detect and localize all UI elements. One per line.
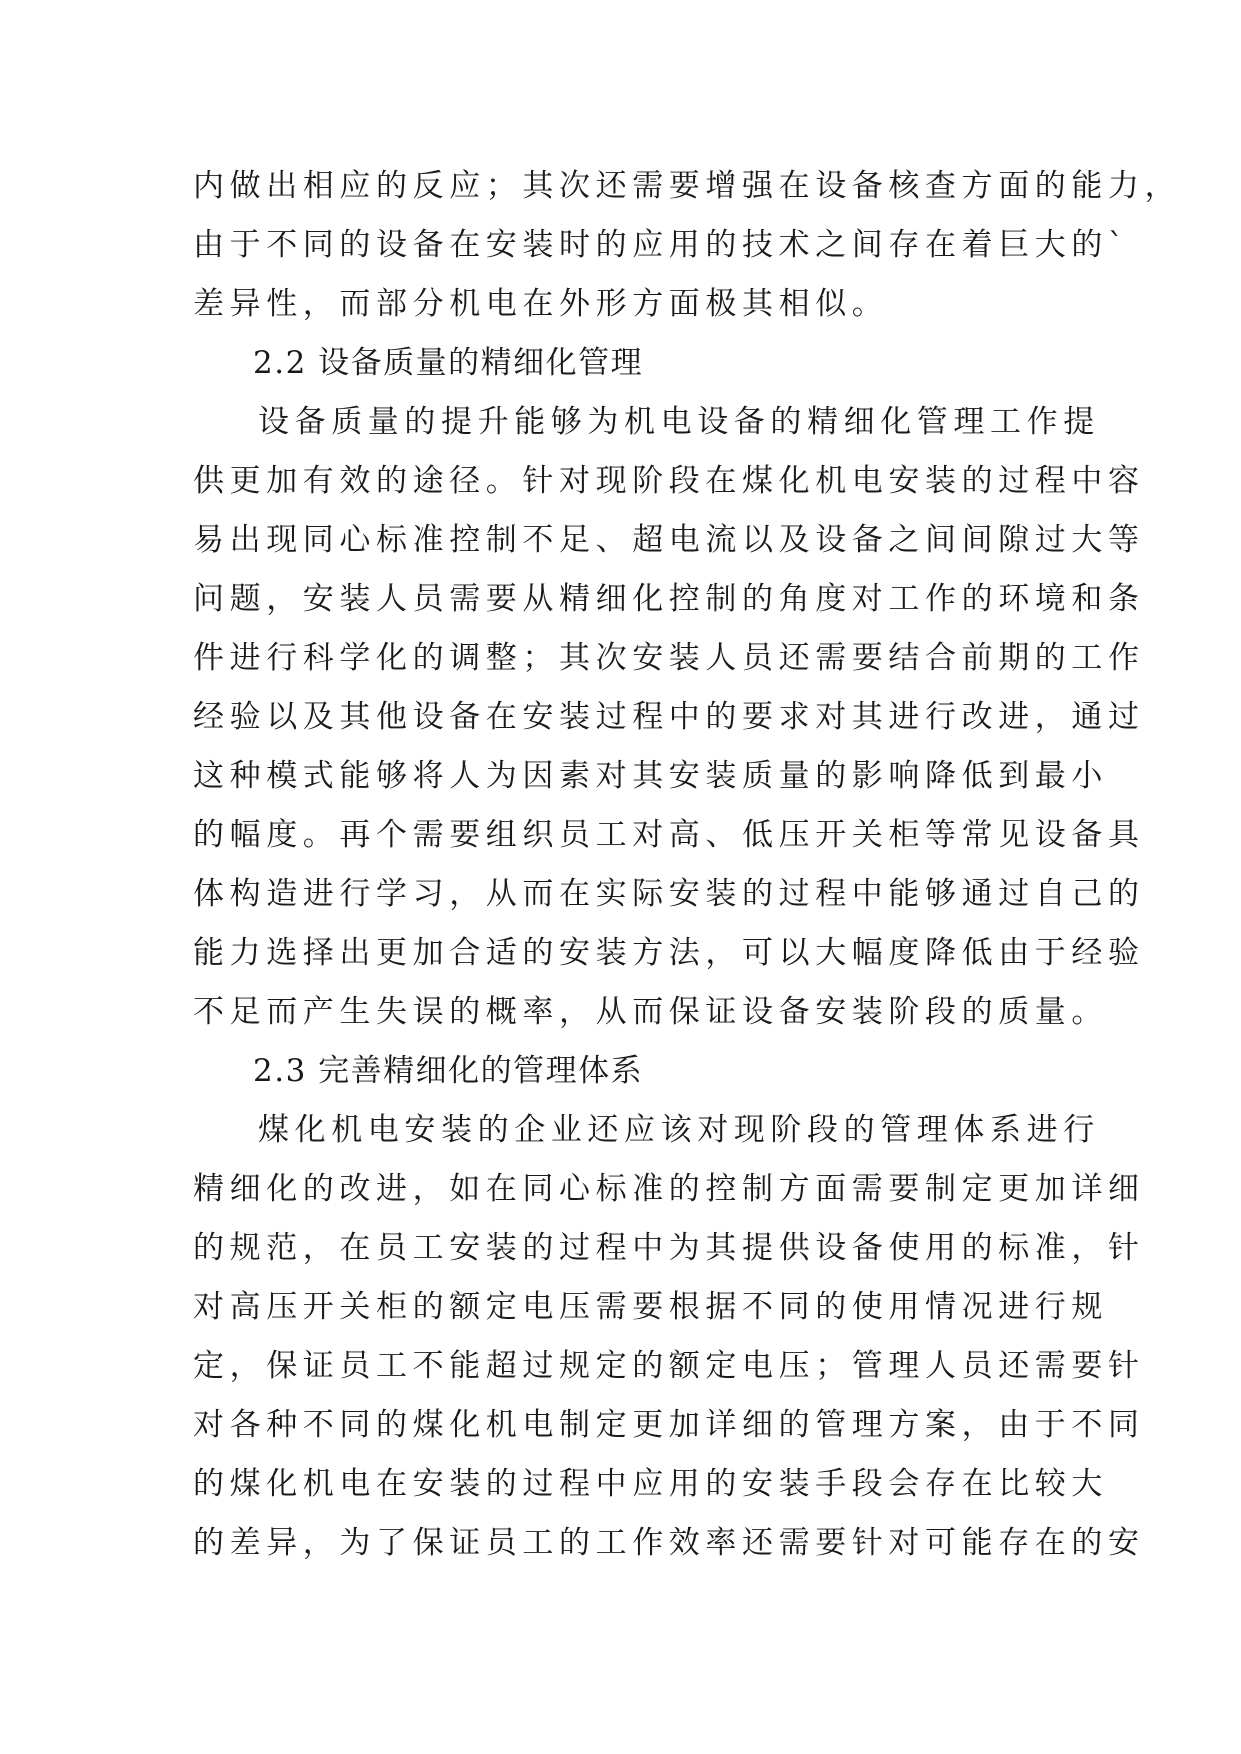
section-heading: 2.2 设备质量的精细化管理 — [253, 345, 644, 381]
body-text-line: 的差异，为了保证员工的工作效率还需要针对可能存在的安 — [193, 1525, 1145, 1561]
body-text-line: 体构造进行学习，从而在实际安装的过程中能够通过自己的 — [193, 876, 1145, 912]
body-text-line: 差异性，而部分机电在外形方面极其相似。 — [193, 286, 889, 322]
body-text-line: 内做出相应的反应；其次还需要增强在设备核查方面的能力， — [193, 168, 1182, 204]
body-text-line: 由于不同的设备在安装时的应用的技术之间存在着巨大的` — [193, 227, 1130, 263]
body-text-line: 精细化的改进，如在同心标准的控制方面需要制定更加详细 — [193, 1171, 1145, 1207]
body-text-line: 经验以及其他设备在安装过程中的要求对其进行改进，通过 — [193, 699, 1145, 735]
body-text-line: 不足而产生失误的概率，从而保证设备安装阶段的质量。 — [193, 994, 1108, 1030]
paragraph-first-line: 设备质量的提升能够为机电设备的精细化管理工作提 — [258, 404, 1100, 440]
body-text-line: 件进行科学化的调整；其次安装人员还需要结合前期的工作 — [193, 640, 1145, 676]
body-text-line: 易出现同心标准控制不足、超电流以及设备之间间隙过大等 — [193, 522, 1145, 558]
body-text-line: 供更加有效的途径。针对现阶段在煤化机电安装的过程中容 — [193, 463, 1145, 499]
body-text-line: 问题，安装人员需要从精细化控制的角度对工作的环境和条 — [193, 581, 1145, 617]
body-text-line: 对高压开关柜的额定电压需要根据不同的使用情况进行规 — [193, 1289, 1108, 1325]
body-text-line: 的幅度。再个需要组织员工对高、低压开关柜等常见设备具 — [193, 817, 1145, 853]
body-text-line: 这种模式能够将人为因素对其安装质量的影响降低到最小 — [193, 758, 1108, 794]
section-heading: 2.3 完善精细化的管理体系 — [253, 1053, 644, 1089]
body-text-line: 的规范，在员工安装的过程中为其提供设备使用的标准，针 — [193, 1230, 1145, 1266]
paragraph-first-line: 煤化机电安装的企业还应该对现阶段的管理体系进行 — [258, 1112, 1100, 1148]
body-text-line: 能力选择出更加合适的安装方法，可以大幅度降低由于经验 — [193, 935, 1145, 971]
body-text-line: 的煤化机电在安装的过程中应用的安装手段会存在比较大 — [193, 1466, 1108, 1502]
body-text-line: 定，保证员工不能超过规定的额定电压；管理人员还需要针 — [193, 1348, 1145, 1384]
body-text-line: 对各种不同的煤化机电制定更加详细的管理方案，由于不同 — [193, 1407, 1145, 1443]
